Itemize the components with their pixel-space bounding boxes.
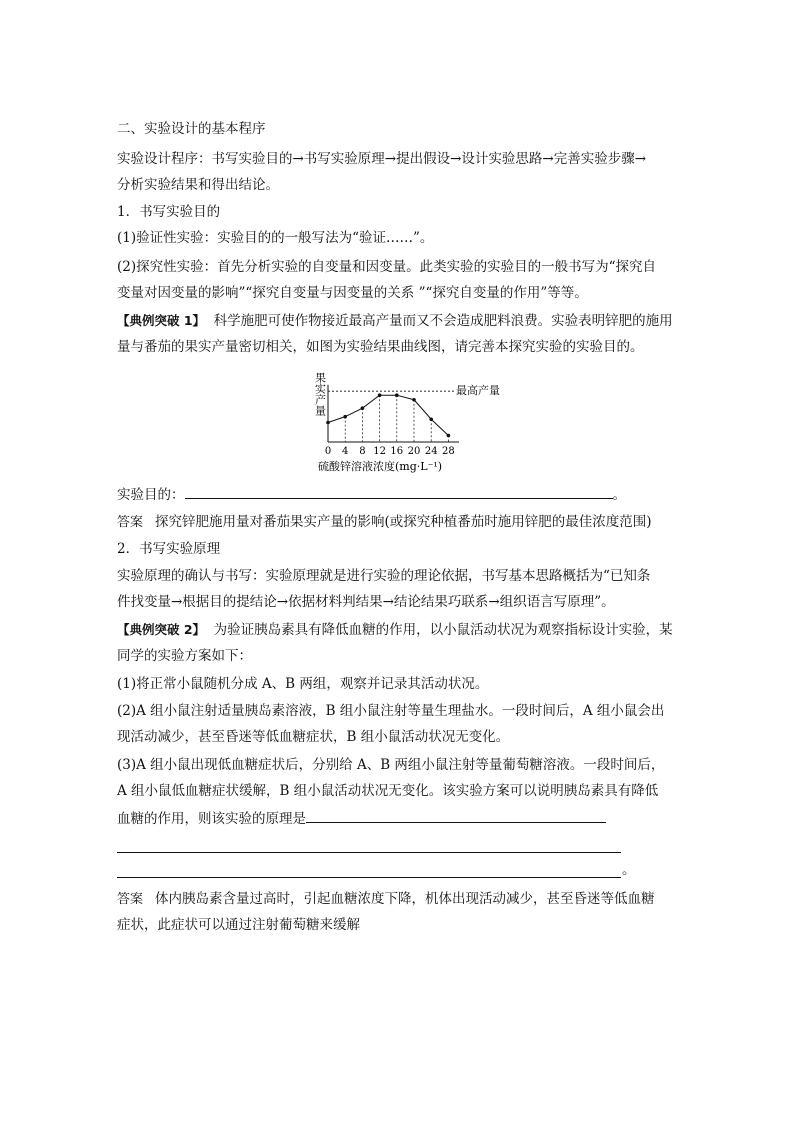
example-1-tag: 【典例突破 1】 — [117, 313, 206, 328]
part2-paragraph-line-2: 件找变量→根据目的提结论→依据材料判结果→结论结果巧联系→组织语言写原理”。 — [117, 594, 615, 610]
yield-chart — [298, 364, 508, 474]
x-tick-label-24: 24 — [424, 446, 438, 457]
part1-paragraph-1: (1)验证性实验：实验目的的一般写法为“验证……”。 — [117, 230, 434, 246]
step-3-line-2: A 组小鼠低血糖症状缓解，B 组小鼠活动状况无变化。该实验方案可以说明胰岛素具有降低 — [117, 783, 659, 799]
data-point-24 — [429, 417, 433, 421]
data-point-4 — [343, 415, 347, 419]
fill-in-purpose-end: 。 — [612, 487, 626, 503]
answer-blank-principle-2[interactable] — [117, 852, 621, 853]
x-tick-label-4: 4 — [342, 446, 349, 457]
max-yield-label: 最高产量 — [456, 384, 500, 398]
example-1-line-2: 量与番茄的果实产量密切相关，如图为实验结果曲线图，请完善本探究实验的实验目的。 — [117, 339, 644, 355]
step-3-line-3 — [117, 808, 682, 829]
step-3-text-3: 血糖的作用，则该实验的原理是 — [117, 811, 306, 827]
example-2-line-2: 同学的实验方案如下： — [117, 648, 252, 664]
answer-blank-principle-1[interactable] — [306, 808, 606, 823]
example-2-tag: 【典例突破 2】 — [117, 622, 206, 637]
answer-2-text-1: 体内胰岛素含量过高时，引起血糖浓度下降，机体出现活动减少，甚至昏迷等低血糖 — [155, 891, 655, 907]
example-2-line-1 — [117, 620, 682, 640]
x-axis-label: 硫酸锌溶液浓度(mg·L⁻¹) — [318, 460, 443, 473]
data-point-20 — [412, 398, 416, 402]
example-1-line-1 — [117, 311, 682, 331]
x-tick-label-16: 16 — [390, 446, 404, 457]
answer-1-text: 探究锌肥施用量对番茄果实产量的影响(或探究种植番茄时施用锌肥的最佳浓度范围) — [155, 514, 652, 530]
data-point-16 — [395, 393, 399, 397]
x-tick-label-12: 12 — [373, 446, 386, 457]
procedure-line-1: 实验设计程序：书写实验目的→书写实验原理→提出假设→设计实验思路→完善实验步骤→ — [117, 151, 647, 167]
fill-in-purpose-label: 实验目的： — [117, 487, 185, 503]
answer-blank-purpose[interactable] — [185, 484, 613, 499]
fill-in-purpose — [117, 484, 682, 505]
x-tick-label-28: 28 — [442, 446, 455, 457]
answer-1 — [117, 512, 682, 533]
fill-in-principle-end: 。 — [622, 862, 636, 878]
section-title: 二、实验设计的基本程序 — [117, 121, 266, 137]
part2-paragraph-line-1: 实验原理的确认与书写：实验原理就是进行实验的理论依据，书写基本思路概括为“已知条 — [117, 568, 651, 584]
data-point-28 — [447, 434, 451, 438]
answer-2-label: 答案 — [117, 892, 144, 907]
part1-title: 1．书写实验目的 — [117, 204, 221, 220]
answer-1-label: 答案 — [117, 515, 144, 530]
answer-2-line-1 — [117, 889, 682, 910]
step-2-line-2: 现活动减少，甚至昏迷等低血糖症状，B 组小鼠活动状况无变化。 — [117, 729, 510, 745]
x-tick-label-0: 0 — [324, 446, 332, 457]
x-tick-label-20: 20 — [407, 446, 421, 457]
example-1-text-1: 科学施肥可使作物接近最高产量而又不会造成肥料浪费。实验表明锌肥的施用 — [213, 313, 673, 329]
part2-title: 2．书写实验原理 — [117, 541, 221, 557]
x-tick-label-8: 8 — [359, 446, 366, 457]
data-point-8 — [361, 406, 365, 410]
example-2-text-1: 为验证胰岛素具有降低血糖的作用，以小鼠活动状况为观察指标设计实验，某 — [213, 622, 673, 638]
procedure-line-2: 分析实验结果和得出结论。 — [117, 177, 279, 193]
y-axis-label: 果实产量 — [313, 372, 327, 416]
step-1: (1)将正常小鼠随机分成 A、B 两组，观察并记录其活动状况。 — [117, 676, 489, 692]
step-2-line-1: (2)A 组小鼠注射适量胰岛素溶液，B 组小鼠注射等量生理盐水。一段时间后，A 组小鼠会出 — [117, 703, 665, 719]
part1-paragraph-2-line-2: 变量对因变量的影响”“探究自变量与因变量的关系 ”“探究自变量的作用”等等。 — [117, 285, 588, 301]
answer-2-line-2: 症状，此症状可以通过注射葡萄糖来缓解 — [117, 917, 360, 933]
answer-blank-principle-3[interactable] — [117, 877, 621, 878]
part1-paragraph-2-line-1: (2)探究性实验：首先分析实验的自变量和因变量。此类实验的实验目的一般书写为“探究自 — [117, 259, 657, 275]
step-3-line-1: (3)A 组小鼠出现低血糖症状后，分别给 A、B 两组小鼠注射等量葡萄糖溶液。一段时间后， — [117, 757, 665, 773]
data-point-12 — [378, 393, 382, 397]
data-point-0 — [326, 421, 330, 425]
